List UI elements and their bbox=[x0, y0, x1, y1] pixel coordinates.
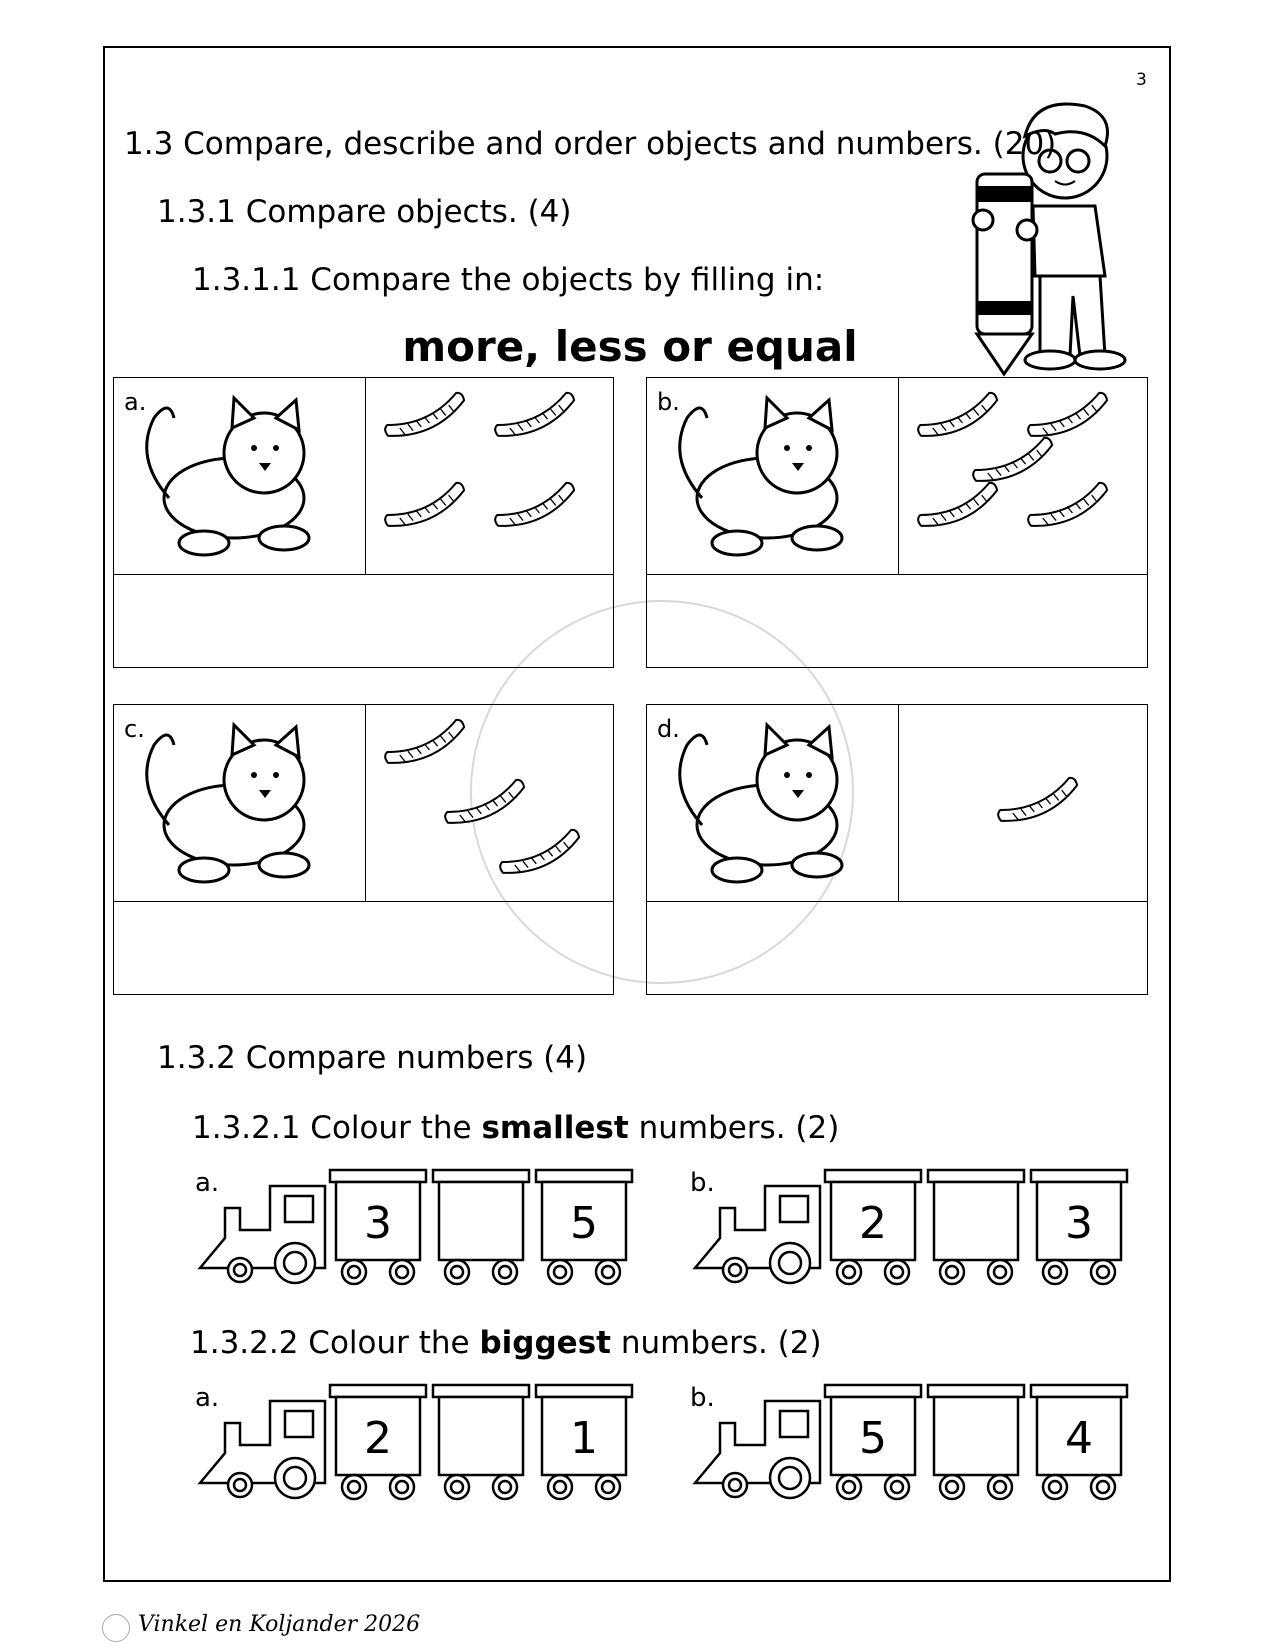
wagon-icon[interactable] bbox=[928, 1385, 1024, 1499]
footer-text: Vinkel en Koljander 2026 bbox=[138, 1612, 421, 1637]
cat-picture bbox=[114, 378, 366, 574]
sausage-area bbox=[899, 378, 1147, 574]
cat-icon bbox=[114, 378, 366, 574]
sausage-icon bbox=[383, 391, 469, 446]
sausage-area bbox=[366, 705, 613, 901]
sausage-icon bbox=[498, 828, 584, 883]
cat-icon bbox=[647, 378, 899, 574]
sausage-icon bbox=[493, 391, 579, 446]
wagon-number: 3 bbox=[1065, 1198, 1093, 1249]
box-label: c. bbox=[124, 715, 145, 743]
train-smallest-a[interactable] bbox=[195, 1168, 650, 1288]
subsection-heading-numbers: 1.3.2 Compare numbers (4) bbox=[157, 1040, 588, 1076]
answer-area[interactable] bbox=[647, 574, 1147, 667]
sausage-icon bbox=[916, 481, 1002, 536]
sausage-icon bbox=[916, 391, 1002, 446]
footer-logo bbox=[102, 1614, 130, 1642]
instruction-objects: 1.3.1.1 Compare the objects by filling in: bbox=[192, 262, 825, 298]
wagon-number: 1 bbox=[570, 1413, 598, 1464]
cat-icon bbox=[114, 705, 366, 901]
engine-icon bbox=[200, 1186, 325, 1283]
sausage-icon bbox=[996, 776, 1082, 831]
section-heading: 1.3 Compare, describe and order objects and numbers. (20) bbox=[124, 126, 1057, 162]
compare-box-d bbox=[646, 704, 1148, 995]
sausage-icon bbox=[443, 778, 529, 833]
train-label: a. bbox=[195, 1168, 220, 1198]
sausage-icon bbox=[383, 718, 469, 773]
wagon-number: 5 bbox=[570, 1198, 598, 1249]
cat-picture bbox=[114, 705, 366, 901]
box-label: d. bbox=[657, 715, 680, 743]
wagon-number: 4 bbox=[1065, 1413, 1093, 1464]
sausage-area bbox=[899, 705, 1147, 901]
sausage-area bbox=[366, 378, 613, 574]
sausage-icon bbox=[1026, 391, 1112, 446]
compare-box-a bbox=[113, 377, 614, 668]
wagon-icon[interactable] bbox=[928, 1170, 1024, 1284]
instruction-smallest: 1.3.2.1 Colour the smallest numbers. (2) bbox=[192, 1110, 840, 1146]
box-label: a. bbox=[124, 388, 147, 416]
box-label: b. bbox=[657, 388, 680, 416]
answer-area[interactable] bbox=[114, 574, 613, 667]
engine-icon bbox=[695, 1401, 820, 1498]
answer-area[interactable] bbox=[114, 901, 613, 994]
cat-icon bbox=[647, 705, 899, 901]
train-biggest-a[interactable] bbox=[195, 1383, 650, 1503]
wagon-icon[interactable] bbox=[433, 1170, 529, 1284]
sausage-icon bbox=[383, 481, 469, 536]
cat-picture bbox=[647, 378, 899, 574]
wagon-number: 2 bbox=[859, 1198, 887, 1249]
subsection-heading-objects: 1.3.1 Compare objects. (4) bbox=[157, 194, 572, 230]
cat-picture bbox=[647, 705, 899, 901]
wagon-icon[interactable] bbox=[433, 1385, 529, 1499]
engine-icon bbox=[695, 1186, 820, 1283]
train-label: b. bbox=[690, 1383, 715, 1413]
wagon-number: 3 bbox=[364, 1198, 392, 1249]
compare-box-c bbox=[113, 704, 614, 995]
sausage-icon bbox=[971, 436, 1057, 491]
sausage-icon bbox=[1026, 481, 1112, 536]
choices-text: more, less or equal bbox=[402, 322, 858, 371]
sausage-icon bbox=[493, 481, 579, 536]
engine-icon bbox=[200, 1401, 325, 1498]
compare-box-b bbox=[646, 377, 1148, 668]
train-label: b. bbox=[690, 1168, 715, 1198]
instruction-biggest: 1.3.2.2 Colour the biggest numbers. (2) bbox=[190, 1325, 822, 1361]
wagon-number: 2 bbox=[364, 1413, 392, 1464]
answer-area[interactable] bbox=[647, 901, 1147, 994]
page-number: 3 bbox=[1136, 70, 1147, 90]
wagon-number: 5 bbox=[859, 1413, 887, 1464]
train-biggest-b[interactable] bbox=[690, 1383, 1145, 1503]
train-label: a. bbox=[195, 1383, 220, 1413]
train-smallest-b[interactable] bbox=[690, 1168, 1145, 1288]
